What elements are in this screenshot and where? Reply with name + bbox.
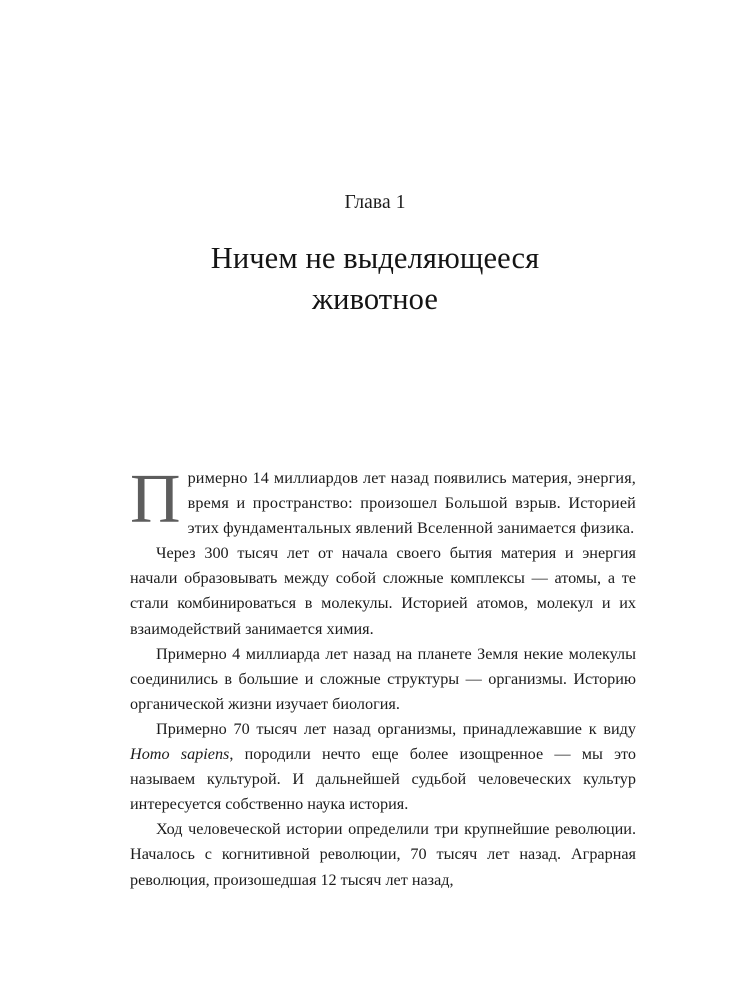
- drop-cap: П: [130, 461, 181, 538]
- page-title: [0, 238, 750, 320]
- paragraph-1: [130, 461, 636, 541]
- paragraph-4: [130, 717, 636, 817]
- chapter-heading: [0, 190, 750, 340]
- paragraph-4-text-after: , породили нечто еще более изощренное — мы это называем культурой. И дальнейшей судьбой человеческих культур интересуется собственно наука история.: [130, 745, 636, 814]
- paragraph-3: [130, 642, 636, 717]
- paragraph-2-text: Через 300 тысяч лет от начала своего бытия материя и энергия начали образовывать между собой сложные комплексы — атомы, а те стали комбинироваться в молекулы. Историей атомов, молекул и их взаимодействий занимается химия.: [130, 544, 636, 638]
- paragraph-1-text: римерно 14 миллиардов лет назад появились материя, энергия, время и пространство: произошел Большой взрыв. Историей этих фундаментальных явлений Вселенной занимается физика.: [187, 469, 636, 538]
- paragraph-5: [130, 817, 636, 892]
- species-name-italic: Homo sapiens: [130, 745, 230, 764]
- paragraph-4-text-before: Примерно 70 тысяч лет назад организмы, принадлежавшие к виду: [156, 719, 636, 738]
- chapter-title-line-1: Ничем не выделяющееся: [210, 241, 540, 275]
- chapter-label: Глава 1: [344, 192, 406, 213]
- body-text: [130, 461, 636, 893]
- paragraph-2: [130, 541, 636, 641]
- chapter-title-line-2: животное: [311, 282, 439, 316]
- paragraph-5-text: Ход человеческой истории определили три крупнейшие революции. Началось с когнитивной революции, 70 тысяч лет назад. Аграрная революция, произошедшая 12 тысяч лет назад,: [130, 820, 636, 889]
- paragraph-3-text: Примерно 4 миллиарда лет назад на планете Земля некие молекулы соединились в большие и сложные структуры — организмы. Историю органической жизни изучает биология.: [130, 644, 636, 713]
